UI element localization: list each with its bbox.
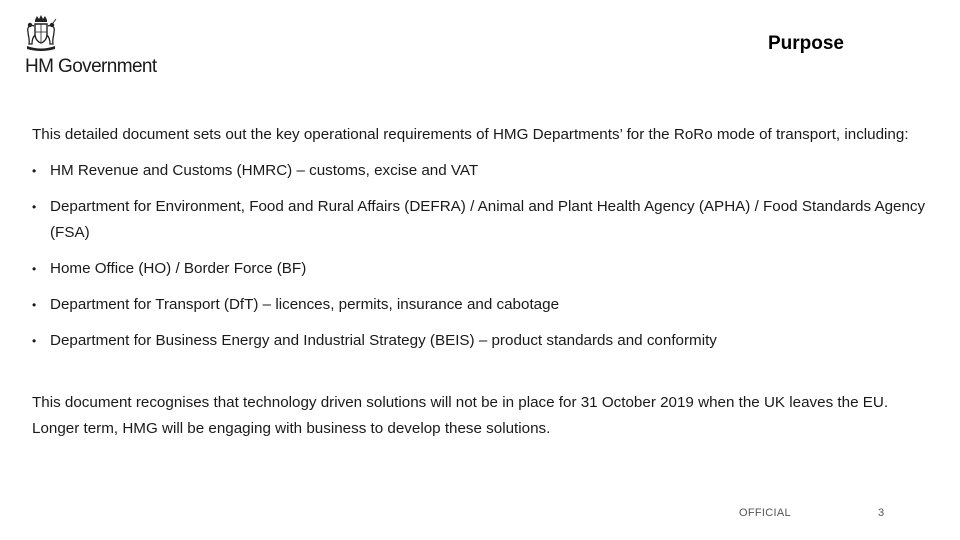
- list-item: [32, 256, 937, 282]
- page-number: 3: [878, 507, 885, 519]
- hm-government-logo: [24, 14, 157, 78]
- list-item-text: Department for Business Energy and Industrial Strategy (BEIS) – product standards and conformity: [50, 332, 717, 349]
- list-item: [32, 194, 937, 246]
- bullet-dot-icon: •: [32, 298, 37, 312]
- bullet-dot-icon: •: [32, 334, 37, 348]
- list-item-text: Department for Transport (DfT) – licences, permits, insurance and cabotage: [50, 296, 560, 313]
- main-content: [32, 122, 937, 442]
- royal-coat-of-arms-icon: [24, 14, 58, 52]
- list-item-text: Department for Environment, Food and Rural Affairs (DEFRA) / Animal and Plant Health Agency (APHA) / Food Standards Agency (FSA): [50, 198, 926, 241]
- list-item-text: HM Revenue and Customs (HMRC) – customs, excise and VAT: [50, 162, 479, 179]
- bullet-dot-icon: •: [32, 164, 37, 178]
- department-list: [32, 158, 937, 354]
- classification-label: OFFICIAL: [739, 507, 791, 519]
- intro-paragraph: This detailed document sets out the key operational requirements of HMG Departments’ for the RoRo mode of transport, including:: [32, 126, 909, 143]
- bullet-dot-icon: •: [32, 262, 37, 276]
- closing-paragraph: This document recognises that technology driven solutions will not be in place for 31 October 2019 when the UK leaves the EU. Longer term, HMG will be engaging with business to develop these solutions.: [32, 394, 889, 437]
- list-item: [32, 158, 937, 184]
- bullet-dot-icon: •: [32, 200, 37, 214]
- list-item: [32, 292, 937, 318]
- list-item-text: Home Office (HO) / Border Force (BF): [50, 260, 307, 277]
- list-item: [32, 328, 937, 354]
- logo-text: HM Government: [25, 56, 157, 77]
- page-title: Purpose: [767, 33, 844, 54]
